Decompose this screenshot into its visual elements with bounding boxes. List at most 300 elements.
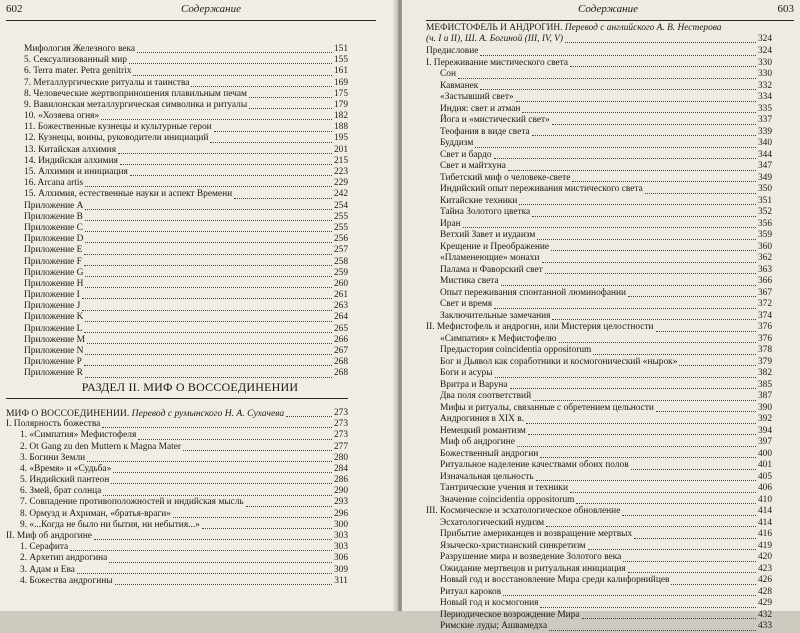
dot-leader [84, 365, 332, 366]
toc-entry-page: 324 [757, 46, 772, 56]
dot-leader [494, 308, 756, 309]
dot-leader [84, 332, 332, 333]
toc-entry-title: Кавманек [440, 80, 479, 91]
dot-leader [458, 78, 756, 79]
toc-entry-title: 9. «...Когда не было ни бытия, ни небытия...» [20, 519, 200, 530]
toc-entry [426, 564, 772, 576]
toc-entry [426, 230, 772, 242]
dot-leader [101, 119, 332, 120]
right-title-translator: Перевод с английского А. В. Нестерова [564, 23, 722, 33]
toc-entry [6, 442, 348, 453]
toc-entry-page: 286 [333, 475, 348, 486]
toc-entry-page: 267 [333, 346, 348, 357]
toc-entry-page: 300 [333, 519, 348, 530]
dot-leader [85, 186, 332, 187]
dot-leader [130, 175, 332, 176]
toc-entry-page: 303 [333, 542, 348, 553]
toc-entry-title: Свет и майтхуна [440, 161, 506, 171]
toc-entry [6, 257, 348, 268]
toc-entry-page: 379 [757, 356, 772, 367]
toc-entry-title: 1. Серафита [20, 542, 69, 553]
dot-leader [552, 124, 756, 125]
toc-entry-title: 6. Змей, брат солнца [20, 486, 102, 497]
toc-entry [426, 242, 772, 254]
toc-entry-page: 257 [333, 245, 348, 256]
toc-entry-page: 284 [333, 463, 348, 474]
toc-entry-title: «Симпатия» к Мефистофелю [440, 333, 557, 344]
toc-entry [6, 44, 348, 55]
toc-entry-title: Опыт переживания спонтанной люминофании [440, 287, 627, 298]
toc-entry-title: Буддизм [440, 138, 474, 148]
toc-entry-page: 229 [333, 178, 348, 189]
toc-entry [6, 178, 348, 189]
dot-leader [94, 539, 332, 540]
dot-leader [526, 423, 756, 424]
toc-entry-title: 2. Архетип андрогина [20, 553, 108, 564]
toc-entry [426, 345, 772, 357]
toc-entry-page: 195 [333, 133, 348, 144]
toc-entry [6, 156, 348, 167]
toc-entry-page: 256 [333, 234, 348, 245]
toc-entry-page: 390 [757, 402, 772, 413]
dot-leader [542, 262, 756, 263]
dot-leader [85, 321, 332, 322]
dot-leader [210, 142, 332, 143]
right-title-page: 324 [757, 33, 772, 44]
toc-entry-title: Языческо-христианский синкретизм [440, 540, 586, 551]
dot-leader [508, 170, 756, 171]
dot-leader [656, 411, 756, 412]
toc-entry-title: Йога и «мистический свет» [440, 115, 550, 125]
toc-entry-title: Приложение A [24, 200, 84, 211]
toc-entry [6, 531, 348, 542]
toc-entry-page: 400 [757, 448, 772, 459]
toc-entry-page: 405 [757, 471, 772, 482]
toc-entry [6, 167, 348, 178]
toc-entry [426, 127, 772, 139]
toc-entry-page: 268 [333, 368, 348, 379]
toc-entry-title: «Пламенеющие» монахи [440, 253, 540, 263]
right-running-title: Содержание [578, 3, 639, 15]
dot-leader [532, 216, 756, 217]
toc-entry-page: 261 [333, 290, 348, 301]
toc-entry-page: 182 [333, 111, 348, 122]
dot-leader [480, 55, 756, 56]
toc-entry-title: Предыстория coincidentia oppositorum [440, 345, 592, 355]
toc-entry-page: 337 [757, 115, 772, 125]
dot-leader [570, 66, 756, 67]
toc-entry-page: 223 [333, 167, 348, 178]
toc-entry-page: 351 [757, 195, 772, 206]
toc-entry [6, 223, 348, 234]
toc-entry-page: 416 [757, 529, 772, 539]
dot-leader [111, 483, 332, 484]
toc-entry-page: 433 [757, 621, 772, 631]
toc-entry-title: 2. Ot Gang zu den Muttern к Magna Mater [20, 441, 182, 452]
section-heading: РАЗДЕЛ II. МИФ О ВОССОЕДИНЕНИИ [81, 380, 299, 394]
toc-entry-page: 242 [333, 189, 348, 200]
toc-entry [426, 138, 772, 150]
toc-entry-title: Предисловие [426, 46, 479, 56]
toc-entry-page: 330 [757, 69, 772, 79]
dot-leader [109, 562, 332, 563]
toc-entry [6, 335, 348, 346]
toc-entry-page: 363 [757, 264, 772, 275]
toc-entry [426, 506, 772, 518]
toc-entry-page: 376 [757, 333, 772, 344]
toc-entry [426, 288, 772, 300]
toc-entry-page: 175 [333, 88, 348, 99]
toc-entry-title: Андрогиния в XIX в. [440, 414, 525, 424]
dot-leader [87, 343, 332, 344]
dot-leader [588, 549, 756, 550]
right-section-title [426, 23, 772, 45]
dot-leader [501, 285, 756, 286]
dot-leader [656, 331, 756, 332]
toc-entry-title: Индия: свет и атман [440, 103, 521, 114]
dot-leader [645, 193, 756, 194]
toc-entry-page: 188 [333, 122, 348, 133]
section-title-main: МИФ О ВОССОЕДИНЕНИИ. [6, 407, 130, 419]
toc-entry [426, 311, 772, 323]
dot-leader [138, 439, 332, 440]
dot-leader [545, 273, 756, 274]
toc-entry-title: Тайна Золотого цветка [440, 207, 531, 217]
toc-entry [6, 55, 348, 66]
toc-entry-page: 374 [757, 310, 772, 321]
dot-leader [82, 298, 332, 299]
toc-entry-page: 428 [757, 586, 772, 597]
toc-entry-page: 280 [333, 452, 348, 463]
toc-entry [426, 322, 772, 334]
dot-leader [191, 86, 331, 87]
toc-entry [6, 122, 348, 133]
toc-entry-page: 273 [333, 419, 348, 430]
toc-entry-page: 277 [333, 441, 348, 452]
dot-leader [570, 492, 756, 493]
dot-leader [582, 618, 756, 619]
toc-entry-title: Бог и Дьявол как соработники и космогонический «нырок» [440, 356, 678, 367]
toc-entry-title: Приложение N [24, 346, 84, 357]
toc-entry-page: 360 [757, 241, 772, 252]
left-running-title: Содержание [181, 3, 242, 15]
toc-entry-title: 4. «Время» и «Судьба» [20, 463, 112, 474]
toc-entry-title: 15. Алхимия, естественные науки и аспект Времени [24, 189, 233, 200]
toc-entry-page: 414 [757, 517, 772, 528]
toc-entry [426, 173, 772, 185]
toc-entry-title: I. Переживание мистического света [426, 57, 569, 68]
dot-leader [249, 108, 332, 109]
dot-leader [87, 461, 332, 462]
toc-entry-title: Миф об андрогине [440, 437, 515, 447]
toc-entry-title: 12. Кузнецы, воины, руководители инициаций [24, 133, 209, 144]
toc-entry [426, 150, 772, 162]
dot-leader [559, 342, 756, 343]
dot-leader [475, 147, 756, 148]
toc-entry-page: 410 [757, 494, 772, 505]
toc-entry [6, 498, 348, 509]
dot-leader [540, 607, 755, 608]
toc-entry [426, 541, 772, 553]
toc-entry-title: Иран [440, 218, 461, 229]
dot-leader [679, 365, 756, 366]
toc-entry-title: Тантрические учения и техники [440, 483, 568, 493]
toc-entry-title: Мистика света [440, 276, 499, 286]
toc-entry-page: 263 [333, 301, 348, 312]
toc-entry-title: Ритуальное наделение качествами обоих полов [440, 460, 629, 470]
dot-leader [85, 276, 332, 277]
toc-entry-page: 378 [757, 345, 772, 355]
dot-leader [536, 480, 756, 481]
toc-entry-title: Периодическое возрождение Мира [440, 609, 580, 620]
toc-entry [426, 92, 772, 104]
toc-entry-page: 161 [333, 66, 348, 77]
toc-entry-title: Крещение и Преображение [440, 241, 550, 252]
toc-entry [426, 391, 772, 403]
toc-entry-page: 201 [333, 144, 348, 155]
toc-entry [426, 529, 772, 541]
toc-entry [426, 334, 772, 346]
dot-leader [634, 538, 756, 539]
toc-entry-title: Новый год и космогония [440, 598, 539, 608]
toc-entry [426, 621, 772, 633]
toc-entry-title: 1. «Симпатия» Мефистофеля [20, 430, 137, 441]
toc-entry-page: 419 [757, 540, 772, 551]
right-toc [426, 46, 772, 633]
toc-entry-page: 362 [757, 253, 772, 263]
dot-leader [552, 319, 755, 320]
toc-entry-title: Изначальная цельность [440, 471, 534, 482]
toc-entry-title: II. Мефистофель и андрогин, или Мистерия целостности [426, 322, 654, 332]
toc-entry-title: Мифология Железного века [24, 43, 136, 54]
toc-entry-title: 15. Алхимия и инициация [24, 167, 128, 178]
toc-entry-title: 7. Совпадение противоположностей и индийская мысль [20, 497, 244, 508]
dot-leader [623, 561, 756, 562]
toc-entry-title: 10. «Хозяева огня» [24, 111, 100, 122]
dot-leader [129, 63, 332, 64]
right-title-main: МЕФИСТОФЕЛЬ И АНДРОГИН. [426, 23, 563, 33]
toc-entry [426, 368, 772, 380]
dot-leader [565, 42, 756, 43]
toc-entry-title: Индийский опыт переживания мистического света [440, 184, 643, 194]
toc-entry-title: Новый год и восстановление Мира среди калифорнийцев [440, 575, 670, 585]
toc-entry [426, 207, 772, 219]
toc-entry-page: 306 [333, 553, 348, 564]
toc-entry-page: 426 [757, 575, 772, 585]
dot-leader [85, 377, 332, 378]
dot-leader [85, 242, 332, 243]
toc-entry-title: 3. Богини Земли [20, 452, 86, 463]
toc-entry [6, 290, 348, 301]
toc-entry [6, 134, 348, 145]
toc-entry-page: 265 [333, 323, 348, 334]
toc-entry [426, 265, 772, 277]
toc-entry [6, 66, 348, 77]
toc-entry [6, 212, 348, 223]
toc-entry-title: Приложение C [24, 222, 83, 233]
left-toc-part2-entries [6, 419, 348, 587]
toc-entry-title: III. Космическое и эсхатологическое обновление [426, 506, 621, 516]
toc-entry-title: Вритра и Варуна [440, 379, 508, 390]
toc-entry [6, 301, 348, 312]
toc-entry [6, 346, 348, 357]
toc-entry-title: Заключительные замечания [440, 310, 551, 321]
toc-entry-page: 387 [757, 391, 772, 401]
toc-entry-title: «Застывший свет» [440, 92, 514, 102]
toc-entry [426, 253, 772, 265]
toc-entry [6, 111, 348, 122]
toc-entry-page: 352 [757, 207, 772, 217]
toc-entry [426, 472, 772, 484]
toc-entry-page: 296 [333, 508, 348, 519]
toc-entry-title: 11. Божественные кузнецы и культурные герои [24, 122, 212, 133]
dot-leader [622, 515, 756, 516]
toc-entry-title: Тибетский миф о человеке-свете [440, 172, 571, 183]
dot-leader [494, 158, 756, 159]
toc-entry [6, 509, 348, 520]
toc-entry [6, 453, 348, 464]
dot-leader [133, 75, 331, 76]
left-page-number: 602 [6, 3, 23, 15]
toc-entry-page: 254 [333, 200, 348, 211]
left-page [0, 0, 398, 611]
right-header-rule [426, 20, 794, 21]
toc-entry-title: Приложение G [24, 267, 84, 278]
toc-entry-page: 356 [757, 218, 772, 229]
toc-entry [426, 299, 772, 311]
toc-entry [6, 313, 348, 324]
toc-entry-page: 367 [757, 287, 772, 298]
toc-entry-title: Два поля соответствий [440, 391, 532, 401]
toc-entry [426, 81, 772, 93]
toc-entry-page: 215 [333, 155, 348, 166]
dot-leader [77, 573, 332, 574]
toc-entry-page: 169 [333, 77, 348, 88]
toc-entry-page: 334 [757, 92, 772, 102]
toc-entry-title: Приложение I [24, 290, 80, 301]
toc-entry-title: Приложение P [24, 357, 82, 368]
toc-entry [6, 430, 348, 441]
toc-entry [426, 196, 772, 208]
toc-entry-page: 260 [333, 278, 348, 289]
toc-entry-title: Приложение K [24, 312, 84, 323]
dot-leader [234, 198, 332, 199]
toc-entry-page: 344 [757, 149, 772, 160]
toc-entry [426, 115, 772, 127]
dot-leader [533, 400, 756, 401]
dot-leader [202, 528, 332, 529]
dot-leader [517, 446, 756, 447]
toc-entry-page: 330 [757, 57, 772, 68]
toc-entry [426, 104, 772, 116]
section-title-page: 273 [333, 407, 348, 418]
toc-entry [6, 565, 348, 576]
dot-leader [82, 310, 332, 311]
toc-entry [6, 189, 348, 200]
toc-entry-title: 5. Сексуализованный мир [24, 55, 127, 66]
dot-leader [249, 97, 332, 98]
toc-entry-page: 255 [333, 211, 348, 222]
toc-entry-title: II. Миф об андрогине [6, 531, 92, 542]
toc-entry [426, 219, 772, 231]
dot-leader [84, 265, 332, 266]
dot-leader [173, 517, 332, 518]
toc-entry-title: Приложение J [24, 301, 81, 312]
toc-entry [6, 78, 348, 89]
dot-leader [137, 52, 332, 53]
toc-entry [6, 576, 348, 587]
dot-leader [528, 434, 756, 435]
toc-entry [426, 483, 772, 495]
toc-entry [426, 575, 772, 587]
toc-entry [6, 234, 348, 245]
dot-leader [84, 254, 332, 255]
toc-entry-page: 432 [757, 609, 772, 620]
toc-entry [6, 100, 348, 111]
dot-leader [546, 526, 756, 527]
toc-entry-title: Свет и время [440, 299, 493, 309]
toc-entry-title: Немецкий романтизм [440, 425, 526, 436]
toc-entry-page: 359 [757, 230, 772, 240]
left-toc-part2 [6, 408, 348, 587]
toc-entry-title: 8. Человеческие жертвоприношения плавильным печам [24, 88, 247, 99]
toc-entry [6, 475, 348, 486]
toc-entry [6, 553, 348, 564]
toc-entry-title: Ветхий Завет и иудаизм [440, 230, 536, 240]
toc-entry [6, 324, 348, 335]
toc-entry-title: Приложение F [24, 256, 82, 267]
toc-entry-page: 347 [757, 161, 772, 171]
right-page-header [426, 3, 794, 18]
toc-entry [426, 58, 772, 70]
toc-entry-title: Приложение D [24, 234, 84, 245]
toc-entry-title: Разрушение мира и возведение Золотого века [440, 552, 622, 562]
toc-entry [426, 610, 772, 622]
toc-entry-title: 4. Божества андрогины [20, 575, 113, 586]
toc-entry-page: 423 [757, 563, 772, 574]
toc-entry-page: 366 [757, 276, 772, 286]
dot-leader [286, 416, 332, 417]
toc-entry-title: Китайские техники [440, 195, 518, 206]
toc-entry-page: 266 [333, 334, 348, 345]
dot-leader [183, 450, 332, 451]
toc-entry-page: 290 [333, 486, 348, 497]
section-heading-rule [6, 398, 348, 399]
toc-entry [426, 357, 772, 369]
toc-entry-title: Мифы и ритуалы, связанные с обретением цельности [440, 402, 654, 413]
toc-entry-page: 385 [757, 379, 772, 390]
dot-leader [495, 377, 756, 378]
right-page [402, 0, 800, 631]
dot-leader [85, 354, 332, 355]
toc-entry [6, 279, 348, 290]
toc-entry [426, 276, 772, 288]
toc-entry-title: Ожидание мертвецов и ритуальная инициация [440, 563, 626, 574]
toc-entry [426, 184, 772, 196]
toc-entry [426, 495, 772, 507]
toc-entry-page: 258 [333, 256, 348, 267]
toc-entry-title: Боги и асуры [440, 368, 493, 378]
dot-leader [671, 584, 756, 585]
toc-entry [6, 419, 348, 430]
dot-leader [628, 572, 756, 573]
dot-leader [85, 209, 332, 210]
dot-leader [85, 287, 332, 288]
toc-entry-title: 5. Индийский пантеон [20, 475, 110, 486]
toc-entry-page: 151 [333, 43, 348, 54]
toc-entry-page: 392 [757, 414, 772, 424]
dot-leader [246, 506, 332, 507]
